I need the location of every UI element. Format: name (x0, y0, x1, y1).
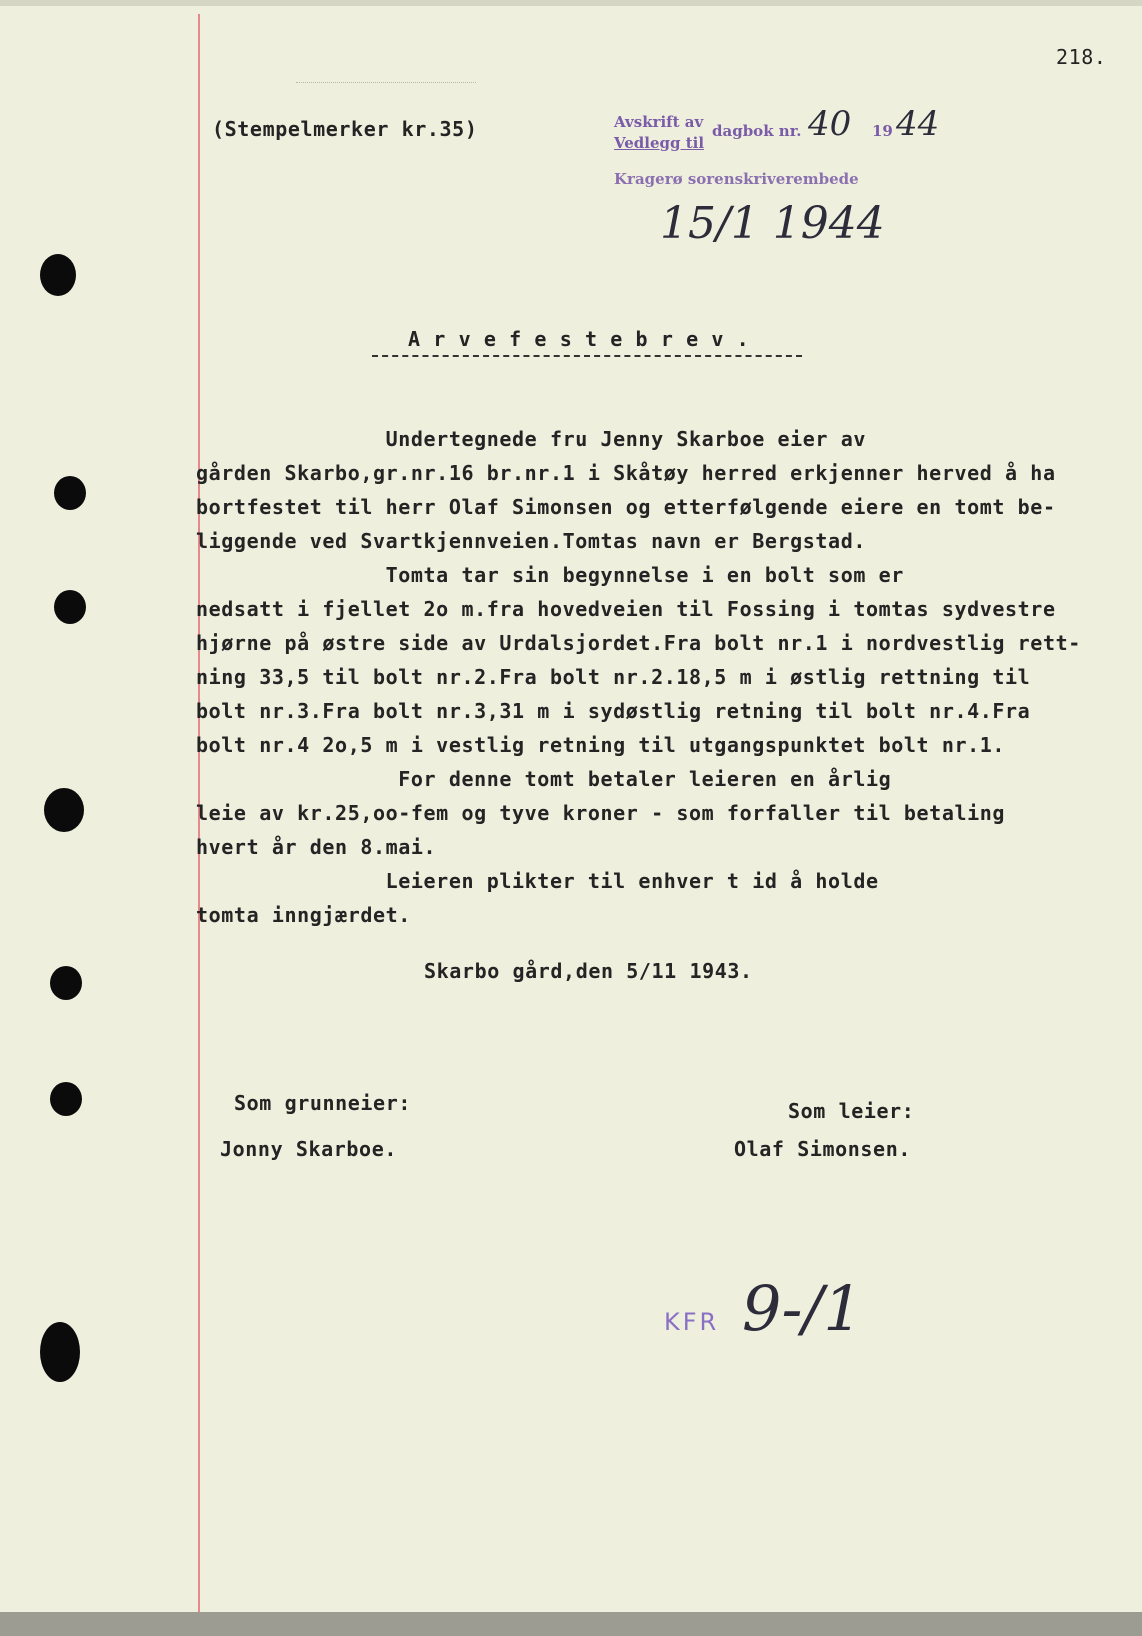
leier-name: Olaf Simonsen. (734, 1137, 911, 1161)
handwritten-date: 15/1 1944 (660, 198, 885, 249)
body-line: leie av kr.25,oo-fem og tyve kroner - som forfaller til betaling (196, 801, 1006, 825)
grunneier-role: Som grunneier: (234, 1091, 411, 1115)
stamp-year-suffix: 44 (896, 104, 940, 144)
kfr-handwritten-mark: 9-/1 (742, 1272, 863, 1345)
body-line: nedsatt i fjellet 2o m.fra hovedveien til Fossing i tomtas sydvestre (196, 597, 1056, 621)
bottom-edge-shadow (0, 1612, 1142, 1636)
body-line: bortfestet til herr Olaf Simonsen og etterfølgende eiere en tomt be- (196, 495, 1056, 519)
punch-hole-icon (50, 1082, 82, 1116)
body-line: hvert år den 8.mai. (196, 835, 437, 859)
body-line: For denne tomt betaler leieren en årlig (196, 767, 892, 791)
punch-hole-icon (40, 1322, 80, 1382)
top-edge-shadow (0, 0, 1142, 6)
body-line: tomta inngjærdet. (196, 903, 411, 927)
faint-pencil-mark (296, 82, 476, 83)
stamp-line-avskrift: Avskrift av (614, 113, 704, 131)
stamp-office: Kragerø sorenskriverembede (614, 170, 859, 188)
grunneier-name: Jonny Skarboe. (220, 1137, 397, 1161)
body-line: Tomta tar sin begynnelse i en bolt som er (196, 563, 904, 587)
body-line: Undertegnede fru Jenny Skarboe eier av (196, 427, 866, 451)
punch-hole-icon (54, 476, 86, 510)
body-line: gården Skarbo,gr.nr.16 br.nr.1 i Skåtøy herred erkjenner herved å ha (196, 461, 1056, 485)
stamp-line-vedlegg: Vedlegg til (614, 134, 705, 152)
title-underline (372, 355, 802, 357)
document-title: A r v e f e s t e b r e v . (408, 327, 750, 351)
page-number: 218. (1056, 45, 1107, 69)
body-line: ning 33,5 til bolt nr.2.Fra bolt nr.2.18,5 m i østlig rettning til (196, 665, 1031, 689)
stamp-year-prefix: 19 (872, 122, 893, 140)
punch-hole-icon (50, 966, 82, 1000)
stamp-dagbok-label: dagbok nr. (712, 122, 802, 140)
punch-hole-icon (40, 254, 76, 296)
stamp-duty-note: (Stempelmerker kr.35) (212, 117, 478, 141)
punch-hole-icon (54, 590, 86, 624)
punch-hole-icon (44, 788, 84, 832)
body-line: bolt nr.4 2o,5 m i vestlig retning til utgangspunktet bolt nr.1. (196, 733, 1006, 757)
body-line: Leieren plikter til enhver t id å holde (196, 869, 879, 893)
kfr-stamp: KFR (664, 1308, 720, 1336)
dagbok-number: 40 (808, 104, 852, 144)
body-line: liggende ved Svartkjennveien.Tomtas navn er Bergstad. (196, 529, 866, 553)
leier-role: Som leier: (788, 1099, 915, 1123)
place-date: Skarbo gård,den 5/11 1943. (424, 959, 753, 983)
body-line: hjørne på østre side av Urdalsjordet.Fra bolt nr.1 i nordvestlig rett- (196, 631, 1081, 655)
body-line: bolt nr.3.Fra bolt nr.3,31 m i sydøstlig retning til bolt nr.4.Fra (196, 699, 1031, 723)
